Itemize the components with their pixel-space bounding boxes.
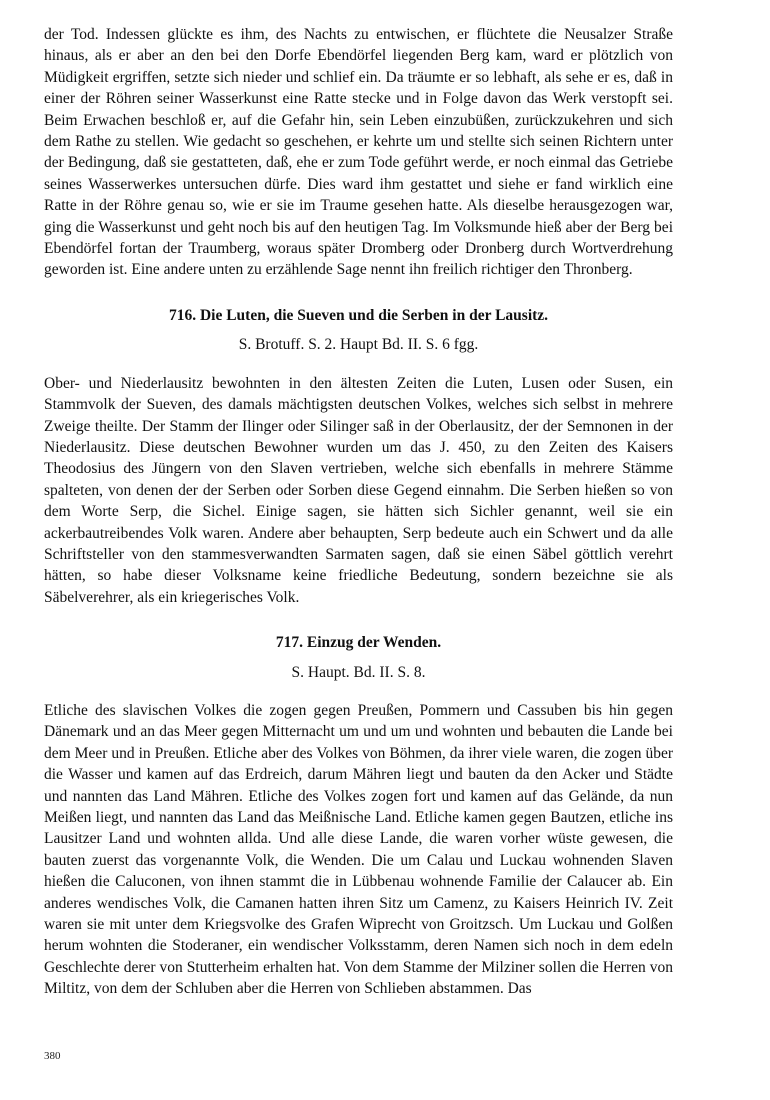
section-716-title: 716. Die Luten, die Sueven und die Serben in der Lausitz. [168,306,549,324]
section-717-paragraph: Etliche des slavischen Volkes die zogen gegen Preußen, Pommern und Cassuben bis hin gegen Dänemark und an das Meer gegen Mitternacht um und um und wohnten und bebauten die Lande bei dem Meer und in Preußen. Etliche aber des Volkes von Böhmen, da ihrer viele waren, die zogen über die Wasser und kamen auf das Erdreich, darum Mähren liegt und bauten da den Acker und Städte und nannten das Land Mähren. Etliche des Volkes zogen fort und kamen auf das Gelände, da nun Meißen liegt, und nannten das Land das Meißnische Land. Etliche kamen gegen Bautzen, etliche ins Lausitzer Land und wohnten allda. Und alle diese Lande, die waren vorher wüste gewesen, die bauten zuerst das vorgenannte Volk, die Wenden. Die um Calau und Luckau wohnenden Slaven hießen die Caluconen, von ihnen stammt die in Lübbenau wohnende Familie der Calaucer ab. Ein anderes wendisches Volk, die Camanen hatten ihren Sitz um Camenz, zu Kaisers Heinrich IV. Zeit waren sie mit unter dem Kriegsvolke des Grafen Wiprecht von Groitzsch. Um Luckau und Golßen herum wohnten die Stoderaner, ein wendischer Volksstamm, deren Namen sich noch in dem edeln Geschlechte derer von Stutterheim erhalten hat. Von dem Stamme der Milziner sollen die Herren von Miltitz, von dem der Schluben aber die Herren von Schlieben abstammen. Das [44,701,673,998]
section-717-title: 717. Einzug der Wenden. [275,634,442,652]
intro-paragraph: der Tod. Indessen glückte es ihm, des Nachts zu entwischen, er flüchtete die Neusalzer Straße hinaus, als er aber an den bei den Dorfe Ebendörfel liegenden Berg kam, ward er plötzlich von Müdigkeit ergriffen, setzte sich nieder und schlief ein. Da träumte er so lebhaft, als sehe er es, daß in einer der Röhren seiner Wasserkunst eine Ratte stecke und in Folge davon das Werk verstopft sei. Beim Erwachen beschloß er, auf die Gefahr hin, sein Leben einzubüßen, zurückzukehren und sich dem Rathe zu stellen. Wie gedacht so geschehen, er kehrte um und stellte sich seinen Richtern unter der Bedingung, daß sie gestatteten, daß, ehe er zum Tode geführt werde, er noch einmal das Getriebe seines Wasserwerkes untersuchen dürfe. Dies ward ihm gestattet und siehe er fand wirklich eine Ratte in der Röhre genau so, wie er sie im Traume gesehen hatte. Als dieselbe herausgezogen war, ging die Wasserkunst und geht noch bis auf den heutigen Tag. Im Volksmunde hieß aber der Berg bei Ebendörfel fortan der Traumberg, woraus später Dromberg oder Dronberg durch Wortverdrehung geworden ist. Eine andere unten zu erzählende Sage nennt ihn freilich richtiger den Thronberg. [44,26,673,279]
page-number: 380 [44,1050,61,1062]
page-content [44,24,673,1000]
section-716-paragraph: Ober- und Niederlausitz bewohnten in den ältesten Zeiten die Luten, Lusen oder Susen, ein Stammvolk der Sueven, des damals mächtigsten deutschen Volkes, welches sich selbst in mehrere Zweige theilte. Der Stamm der Ilinger oder Silinger saß in der Oberlausitz, der der Semnonen in der Niederlausitz. Diese deutschen Bewohner wurden um das J. 450, zu den Zeiten des Kaisers Theodosius des Jüngern von den Slaven vertrieben, welche sich ebenfalls in mehrere Stämme spalteten, von denen der der Serben oder Sorben diese Gegend einnahm. Die Serben hießen so von dem Worte Serp, die Sichel. Einige sagen, sie hätten sich Sichler genannt, weil sie ein ackerbautreibendes Volk waren. Andere aber behaupten, Serp bedeute auch ein Schwert und da alle Schriftsteller von den stammesverwandten Sarmaten sagen, daß sie einen Säbel göttlich verehrt hätten, so habe dieser Volksname keine friedliche Bedeutung, sondern bezeichne sie als Säbelverehrer, als ein kriegerisches Volk. [44,374,673,606]
section-716-source: S. Brotuff. S. 2. Haupt Bd. II. S. 6 fgg. [238,336,479,354]
section-717-source: S. Haupt. Bd. II. S. 8. [291,663,426,681]
